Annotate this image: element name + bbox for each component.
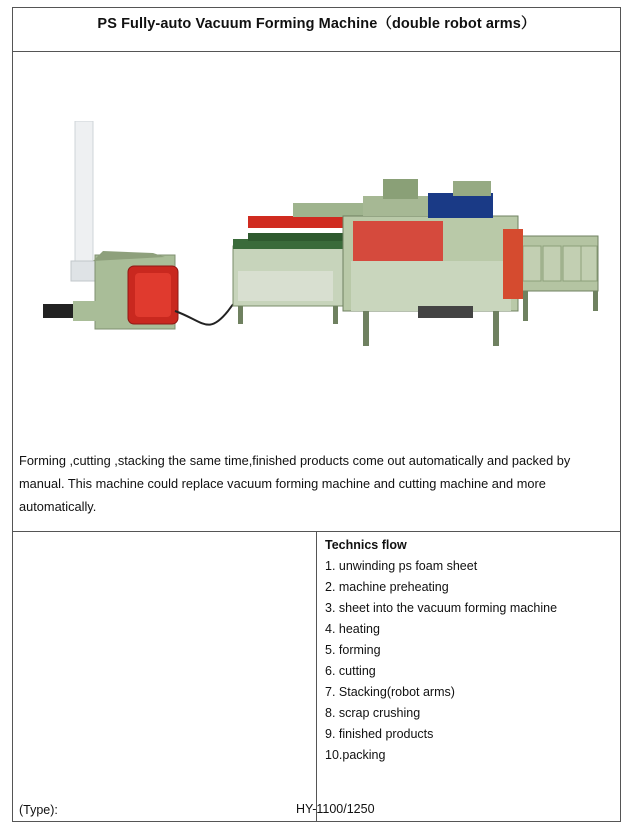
machine-description: Forming ,cutting ,stacking the same time,finished products come out automatically and packed by manual. This machine could replace vacuum forming machine and cutting machine and more automatically. bbox=[19, 453, 571, 514]
title-row bbox=[13, 8, 620, 52]
flow-step: 8. scrap crushing bbox=[325, 706, 421, 720]
flow-step: 3. sheet into the vacuum forming machine bbox=[325, 601, 558, 615]
column-divider bbox=[316, 531, 317, 821]
bottom-row bbox=[13, 531, 620, 821]
flow-step: 4. heating bbox=[325, 622, 380, 636]
flow-step: 2. machine preheating bbox=[325, 580, 449, 594]
photo-cell bbox=[13, 51, 620, 532]
flow-step: 9. finished products bbox=[325, 727, 434, 741]
technics-flow-section bbox=[325, 535, 615, 766]
technics-flow-heading: Technics flow bbox=[325, 538, 407, 552]
document-title: PS Fully-auto Vacuum Forming Machine（double robot arms） bbox=[97, 16, 536, 32]
flow-step: 7. Stacking(robot arms) bbox=[325, 685, 455, 699]
flow-step: 1. unwinding ps foam sheet bbox=[325, 559, 478, 573]
type-value: HY-1100/1250 bbox=[296, 802, 375, 816]
technics-flow-list bbox=[325, 556, 615, 766]
flow-step: 10.packing bbox=[325, 748, 386, 762]
vacuum-forming-machine-photo bbox=[33, 121, 603, 351]
flow-step: 5. forming bbox=[325, 643, 381, 657]
flow-step: 6. cutting bbox=[325, 664, 376, 678]
spec-sheet-table bbox=[12, 7, 621, 822]
type-label: (Type): bbox=[19, 803, 58, 817]
